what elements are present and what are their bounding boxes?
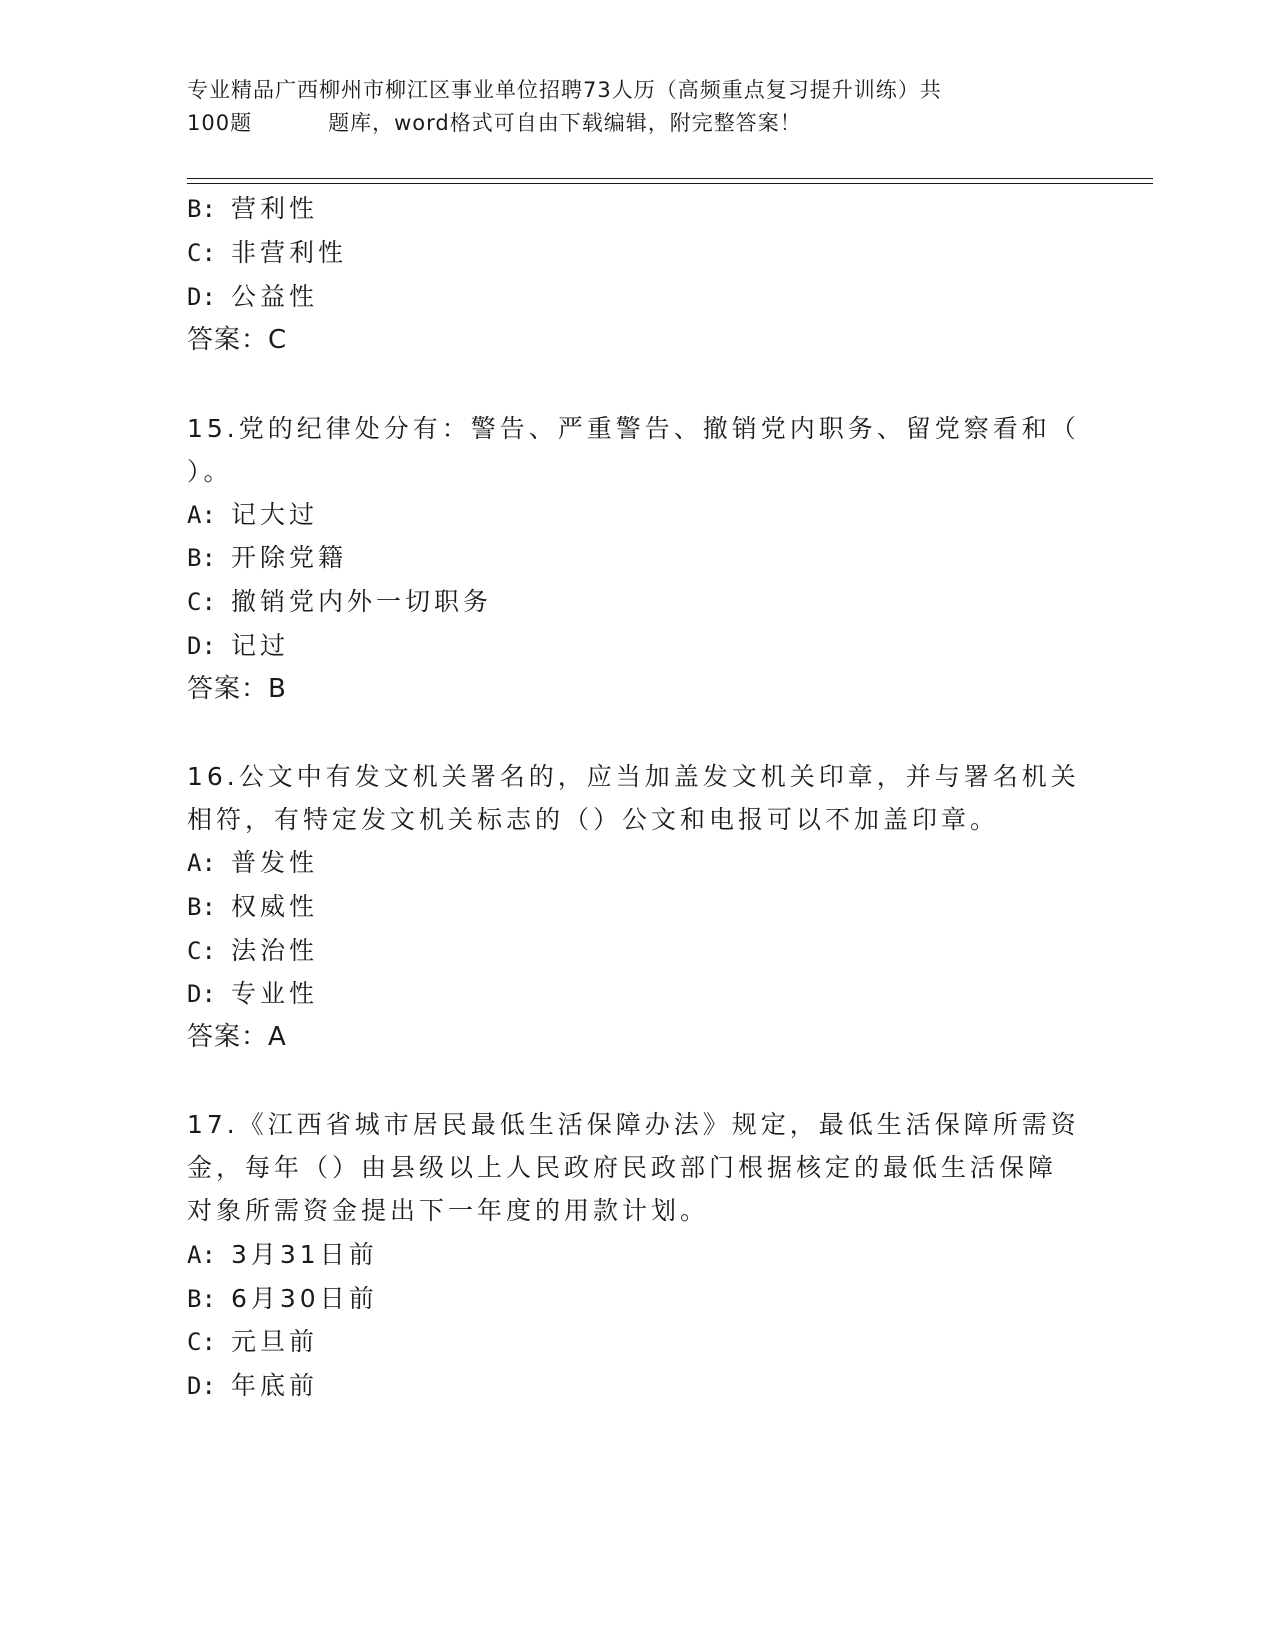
option-letter: B: [187,1285,216,1313]
option-row [187,891,318,923]
option-row [187,1239,378,1271]
option-letter: C: [187,937,216,965]
option-row [187,499,318,531]
header-line-1: 专业精品广西柳州市柳江区事业单位招聘73人历（高频重点复习提升训练）共 [187,78,942,102]
header-count: 100题 [187,111,253,135]
option-letter: B: [187,195,216,223]
question-stem: 金，每年（）由县级以上人民政府民政部门根据核定的最低生活保障 [187,1153,1058,1182]
option-row [187,935,318,967]
page-header [187,74,1087,140]
option-text: 记过 [231,631,290,660]
header-divider-top [187,178,1153,179]
question-stem: 对象所需资金提出下一年度的用款计划。 [187,1196,710,1225]
option-text: 普发性 [231,848,319,877]
question-stem: 17.《江西省城市居民最低生活保障办法》规定，最低生活保障所需资 [187,1110,1080,1139]
option-letter: D: [187,980,216,1008]
option-letter: D: [187,283,216,311]
question-stem: ）。 [187,457,233,486]
answer-line: 答案：B [187,674,287,704]
option-row [187,1326,318,1358]
option-letter: D: [187,632,216,660]
header-description: 题库，word格式可自由下载编辑，附完整答案！ [328,111,802,135]
option-row [187,281,318,313]
option-text: 专业性 [231,979,319,1008]
question-stem: 16.公文中有发文机关署名的，应当加盖发文机关印章，并与署名机关 [187,762,1080,791]
option-letter: C: [187,1328,216,1356]
option-row [187,630,289,662]
option-text: 记大过 [231,500,319,529]
option-letter: A: [187,849,216,877]
option-text: 年底前 [231,1371,319,1400]
option-text: 撤销党内外一切职务 [231,587,493,616]
option-row [187,1370,318,1402]
option-letter: B: [187,544,216,572]
option-text: 非营利性 [231,238,348,267]
option-text: 权威性 [231,892,319,921]
option-letter: A: [187,501,216,529]
option-letter: B: [187,893,216,921]
option-letter: C: [187,239,216,267]
option-row [187,1283,378,1315]
option-text: 6月30日前 [231,1284,378,1313]
answer-line: 答案：C [187,325,288,355]
option-letter: C: [187,588,216,616]
option-row [187,978,318,1010]
option-text: 法治性 [231,936,319,965]
option-text: 开除党籍 [231,543,348,572]
option-letter: A: [187,1241,216,1269]
option-text: 公益性 [231,282,319,311]
option-letter: D: [187,1372,216,1400]
option-row [187,586,492,618]
header-divider-bottom [187,183,1153,184]
answer-line: 答案：A [187,1022,287,1052]
option-row [187,237,347,269]
question-stem: 相符，有特定发文机关标志的（）公文和电报可以不加盖印章。 [187,805,1000,834]
option-text: 营利性 [231,194,319,223]
option-text: 元旦前 [231,1327,319,1356]
option-text: 3月31日前 [231,1240,378,1269]
option-row [187,847,318,879]
option-row [187,193,318,225]
question-stem: 15.党的纪律处分有：警告、严重警告、撤销党内职务、留党察看和（ [187,414,1080,443]
header-line-2 [187,107,1087,140]
option-row [187,542,347,574]
